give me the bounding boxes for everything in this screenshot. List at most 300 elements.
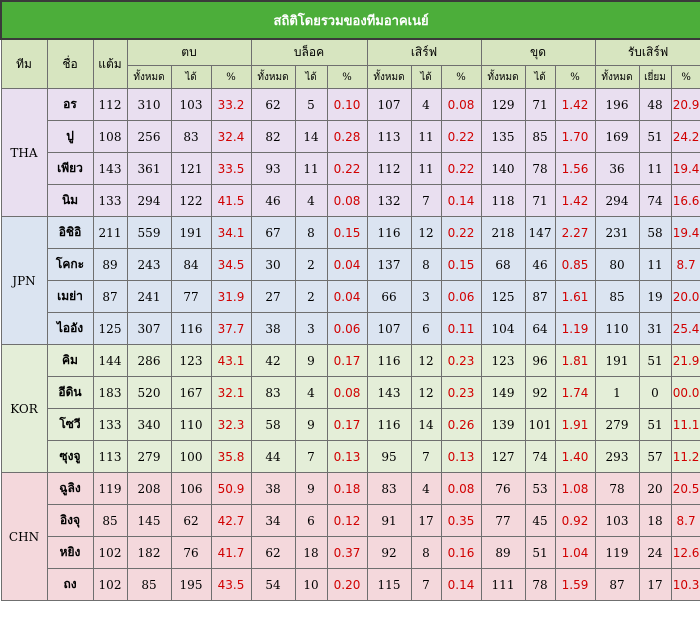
stat-cell: 78 <box>525 569 555 601</box>
stat-cell: 91 <box>367 505 411 537</box>
stat-cell: 113 <box>367 121 411 153</box>
stat-percent-cell: 0.20 <box>327 569 367 601</box>
stat-cell: 85 <box>595 281 639 313</box>
header-pct: % <box>555 66 595 89</box>
stat-cell: 12 <box>411 377 441 409</box>
stat-cell: 6 <box>411 313 441 345</box>
stat-percent-cell: 00.0 <box>671 377 700 409</box>
stat-cell: 76 <box>171 537 211 569</box>
stat-percent-cell: 1.61 <box>555 281 595 313</box>
stat-percent-cell: 41.5 <box>211 185 251 217</box>
player-points: 183 <box>93 377 127 409</box>
stat-cell: 27 <box>251 281 295 313</box>
stat-cell: 77 <box>171 281 211 313</box>
table-row <box>1 153 700 185</box>
stat-percent-cell: 0.18 <box>327 473 367 505</box>
stat-cell: 116 <box>367 217 411 249</box>
stat-cell: 11 <box>639 153 671 185</box>
player-name: โคกะ <box>47 249 93 281</box>
stat-percent-cell: 34.5 <box>211 249 251 281</box>
stat-cell: 116 <box>367 409 411 441</box>
stat-percent-cell: 8.7 <box>671 249 700 281</box>
player-points: 102 <box>93 569 127 601</box>
player-points: 102 <box>93 537 127 569</box>
stat-cell: 2 <box>295 249 327 281</box>
stat-cell: 93 <box>251 153 295 185</box>
stat-percent-cell: 0.22 <box>441 153 481 185</box>
stat-percent-cell: 0.26 <box>441 409 481 441</box>
stat-percent-cell: 0.37 <box>327 537 367 569</box>
stat-cell: 51 <box>639 345 671 377</box>
player-name: โซวี <box>47 409 93 441</box>
stat-cell: 68 <box>481 249 525 281</box>
stat-cell: 18 <box>639 505 671 537</box>
table-row <box>1 185 700 217</box>
stat-cell: 119 <box>595 537 639 569</box>
stat-percent-cell: 0.12 <box>327 505 367 537</box>
stat-percent-cell: 0.06 <box>327 313 367 345</box>
player-points: 113 <box>93 441 127 473</box>
stat-cell: 310 <box>127 89 171 121</box>
stat-cell: 20 <box>639 473 671 505</box>
stat-cell: 58 <box>639 217 671 249</box>
header-pct: % <box>327 66 367 89</box>
table-row <box>1 537 700 569</box>
stat-percent-cell: 0.08 <box>441 89 481 121</box>
stat-cell: 36 <box>595 153 639 185</box>
stat-cell: 110 <box>171 409 211 441</box>
stat-cell: 58 <box>251 409 295 441</box>
table-row <box>1 409 700 441</box>
stat-cell: 24 <box>639 537 671 569</box>
stat-cell: 4 <box>295 377 327 409</box>
player-name: ซุงจู <box>47 441 93 473</box>
stat-cell: 51 <box>639 409 671 441</box>
stat-cell: 31 <box>639 313 671 345</box>
player-name: เพียว <box>47 153 93 185</box>
stat-cell: 42 <box>251 345 295 377</box>
stat-percent-cell: 24.2 <box>671 121 700 153</box>
stat-cell: 196 <box>595 89 639 121</box>
stat-cell: 115 <box>367 569 411 601</box>
stat-cell: 294 <box>127 185 171 217</box>
stat-cell: 6 <box>295 505 327 537</box>
stat-cell: 8 <box>411 537 441 569</box>
stat-cell: 11 <box>411 153 441 185</box>
stat-cell: 14 <box>295 121 327 153</box>
player-points: 211 <box>93 217 127 249</box>
table-row <box>1 313 700 345</box>
table-row <box>1 505 700 537</box>
stat-cell: 123 <box>171 345 211 377</box>
stat-cell: 122 <box>171 185 211 217</box>
player-name: ถง <box>47 569 93 601</box>
stat-cell: 7 <box>411 569 441 601</box>
stat-percent-cell: 1.42 <box>555 185 595 217</box>
stat-cell: 3 <box>411 281 441 313</box>
stat-percent-cell: 0.85 <box>555 249 595 281</box>
stat-cell: 294 <box>595 185 639 217</box>
stat-cell: 48 <box>639 89 671 121</box>
stat-percent-cell: 0.22 <box>327 153 367 185</box>
stat-cell: 78 <box>595 473 639 505</box>
table-title: สถิติโดยรวมของทีมอาคเนย์ <box>1 1 700 39</box>
stat-cell: 4 <box>295 185 327 217</box>
player-name: อร <box>47 89 93 121</box>
header-total: ทั้งหมด <box>595 66 639 89</box>
header-total: ทั้งหมด <box>127 66 171 89</box>
stat-cell: 149 <box>481 377 525 409</box>
header-name: ชื่อ <box>47 39 93 89</box>
stat-cell: 106 <box>171 473 211 505</box>
stat-cell: 19 <box>639 281 671 313</box>
header-got: ได้ <box>525 66 555 89</box>
stat-cell: 191 <box>595 345 639 377</box>
stat-cell: 85 <box>525 121 555 153</box>
team-code: CHN <box>1 473 47 601</box>
stat-percent-cell: 32.1 <box>211 377 251 409</box>
stat-cell: 195 <box>171 569 211 601</box>
stat-cell: 127 <box>481 441 525 473</box>
stat-cell: 11 <box>639 249 671 281</box>
stat-cell: 520 <box>127 377 171 409</box>
stat-cell: 7 <box>295 441 327 473</box>
stat-cell: 83 <box>367 473 411 505</box>
stat-percent-cell: 1.59 <box>555 569 595 601</box>
stat-cell: 116 <box>367 345 411 377</box>
stat-cell: 129 <box>481 89 525 121</box>
stat-percent-cell: 25.4 <box>671 313 700 345</box>
stat-percent-cell: 21.9 <box>671 345 700 377</box>
header-got: ได้ <box>295 66 327 89</box>
stat-percent-cell: 50.9 <box>211 473 251 505</box>
stat-percent-cell: 1.42 <box>555 89 595 121</box>
stat-cell: 182 <box>127 537 171 569</box>
player-name: หยิง <box>47 537 93 569</box>
stat-cell: 121 <box>171 153 211 185</box>
stat-percent-cell: 0.04 <box>327 281 367 313</box>
stat-cell: 279 <box>127 441 171 473</box>
player-points: 119 <box>93 473 127 505</box>
header-group-spike: ตบ <box>127 39 251 66</box>
stat-cell: 147 <box>525 217 555 249</box>
stat-percent-cell: 1.91 <box>555 409 595 441</box>
stat-cell: 85 <box>127 569 171 601</box>
stat-cell: 62 <box>251 537 295 569</box>
stat-cell: 18 <box>295 537 327 569</box>
stat-cell: 89 <box>481 537 525 569</box>
stat-percent-cell: 8.7 <box>671 505 700 537</box>
stat-cell: 8 <box>411 249 441 281</box>
stat-cell: 2 <box>295 281 327 313</box>
stat-cell: 1 <box>595 377 639 409</box>
stat-percent-cell: 0.23 <box>441 345 481 377</box>
stat-cell: 559 <box>127 217 171 249</box>
table-row <box>1 249 700 281</box>
stat-cell: 116 <box>171 313 211 345</box>
stat-percent-cell: 0.04 <box>327 249 367 281</box>
table-row <box>1 345 700 377</box>
stat-cell: 12 <box>411 217 441 249</box>
stat-percent-cell: 1.56 <box>555 153 595 185</box>
stat-cell: 74 <box>525 441 555 473</box>
stat-cell: 118 <box>481 185 525 217</box>
stat-percent-cell: 41.7 <box>211 537 251 569</box>
header-group-block: บล็อค <box>251 39 367 66</box>
stat-cell: 8 <box>295 217 327 249</box>
stat-percent-cell: 0.17 <box>327 345 367 377</box>
stat-percent-cell: 0.06 <box>441 281 481 313</box>
stat-cell: 12 <box>411 345 441 377</box>
stat-percent-cell: 0.14 <box>441 569 481 601</box>
stat-cell: 293 <box>595 441 639 473</box>
stat-cell: 279 <box>595 409 639 441</box>
stat-cell: 38 <box>251 313 295 345</box>
stat-cell: 191 <box>171 217 211 249</box>
stat-cell: 145 <box>127 505 171 537</box>
stat-cell: 307 <box>127 313 171 345</box>
stat-percent-cell: 32.4 <box>211 121 251 153</box>
stat-cell: 92 <box>525 377 555 409</box>
player-points: 108 <box>93 121 127 153</box>
stat-cell: 169 <box>595 121 639 153</box>
team-code: KOR <box>1 345 47 473</box>
stat-percent-cell: 0.22 <box>441 121 481 153</box>
stat-percent-cell: 31.9 <box>211 281 251 313</box>
header-got: ได้ <box>411 66 441 89</box>
stat-percent-cell: 0.08 <box>441 473 481 505</box>
stat-percent-cell: 1.19 <box>555 313 595 345</box>
player-points: 85 <box>93 505 127 537</box>
stat-percent-cell: 0.15 <box>327 217 367 249</box>
stat-cell: 62 <box>251 89 295 121</box>
stat-cell: 67 <box>251 217 295 249</box>
header-got: ได้ <box>171 66 211 89</box>
stat-cell: 4 <box>411 473 441 505</box>
stat-cell: 286 <box>127 345 171 377</box>
stat-cell: 241 <box>127 281 171 313</box>
stat-cell: 9 <box>295 473 327 505</box>
stat-cell: 80 <box>595 249 639 281</box>
stat-cell: 62 <box>171 505 211 537</box>
stat-cell: 92 <box>367 537 411 569</box>
stat-cell: 7 <box>411 185 441 217</box>
stat-percent-cell: 43.5 <box>211 569 251 601</box>
player-points: 112 <box>93 89 127 121</box>
stat-cell: 64 <box>525 313 555 345</box>
stat-percent-cell: 1.40 <box>555 441 595 473</box>
stat-percent-cell: 43.1 <box>211 345 251 377</box>
stat-percent-cell: 0.08 <box>327 185 367 217</box>
stat-percent-cell: 37.7 <box>211 313 251 345</box>
stat-cell: 4 <box>411 89 441 121</box>
stat-percent-cell: 0.10 <box>327 89 367 121</box>
stat-cell: 231 <box>595 217 639 249</box>
stat-percent-cell: 0.28 <box>327 121 367 153</box>
stat-cell: 132 <box>367 185 411 217</box>
stat-percent-cell: 0.92 <box>555 505 595 537</box>
header-pct: % <box>211 66 251 89</box>
stat-cell: 5 <box>295 89 327 121</box>
header-pct: % <box>441 66 481 89</box>
table-row <box>1 121 700 153</box>
stat-cell: 71 <box>525 89 555 121</box>
table-row <box>1 281 700 313</box>
stat-percent-cell: 19.4 <box>671 153 700 185</box>
stat-percent-cell: 42.7 <box>211 505 251 537</box>
stat-percent-cell: 20.9 <box>671 89 700 121</box>
stat-cell: 57 <box>639 441 671 473</box>
player-points: 133 <box>93 185 127 217</box>
player-points: 87 <box>93 281 127 313</box>
player-points: 89 <box>93 249 127 281</box>
stat-percent-cell: 0.11 <box>441 313 481 345</box>
stat-percent-cell: 16.6 <box>671 185 700 217</box>
player-name: เมย่า <box>47 281 93 313</box>
stat-cell: 53 <box>525 473 555 505</box>
stat-cell: 84 <box>171 249 211 281</box>
stat-cell: 125 <box>481 281 525 313</box>
stat-cell: 167 <box>171 377 211 409</box>
team-code: JPN <box>1 217 47 345</box>
header-total: ทั้งหมด <box>481 66 525 89</box>
stat-cell: 9 <box>295 345 327 377</box>
header-pct: % <box>671 66 700 89</box>
stat-percent-cell: 0.13 <box>441 441 481 473</box>
stat-cell: 17 <box>411 505 441 537</box>
stat-percent-cell: 19.4 <box>671 217 700 249</box>
stat-cell: 218 <box>481 217 525 249</box>
stat-cell: 10 <box>295 569 327 601</box>
player-name: ฉูลิง <box>47 473 93 505</box>
stat-cell: 66 <box>367 281 411 313</box>
player-name: ไออัง <box>47 313 93 345</box>
stat-percent-cell: 1.04 <box>555 537 595 569</box>
stat-cell: 140 <box>481 153 525 185</box>
stat-cell: 107 <box>367 89 411 121</box>
stat-cell: 111 <box>481 569 525 601</box>
header-points: แต้ม <box>93 39 127 89</box>
player-name: ปู <box>47 121 93 153</box>
header-group-receive: รับเสิร์ฟ <box>595 39 700 66</box>
table-row <box>1 569 700 601</box>
stat-cell: 34 <box>251 505 295 537</box>
player-points: 143 <box>93 153 127 185</box>
stat-percent-cell: 20.5 <box>671 473 700 505</box>
stat-cell: 243 <box>127 249 171 281</box>
stat-cell: 54 <box>251 569 295 601</box>
stat-percent-cell: 33.2 <box>211 89 251 121</box>
stat-percent-cell: 0.14 <box>441 185 481 217</box>
stat-cell: 110 <box>595 313 639 345</box>
stat-cell: 9 <box>295 409 327 441</box>
stat-percent-cell: 34.1 <box>211 217 251 249</box>
stat-cell: 11 <box>295 153 327 185</box>
header-group-dig: ขุด <box>481 39 595 66</box>
header-excellent: เยี่ยม <box>639 66 671 89</box>
stat-cell: 71 <box>525 185 555 217</box>
player-points: 125 <box>93 313 127 345</box>
player-name: อีดิน <box>47 377 93 409</box>
team-code: THA <box>1 89 47 217</box>
stat-percent-cell: 0.13 <box>327 441 367 473</box>
stat-cell: 100 <box>171 441 211 473</box>
stat-cell: 46 <box>525 249 555 281</box>
stat-percent-cell: 35.8 <box>211 441 251 473</box>
table-row <box>1 89 700 121</box>
stat-cell: 83 <box>251 377 295 409</box>
stat-percent-cell: 1.74 <box>555 377 595 409</box>
stat-cell: 7 <box>411 441 441 473</box>
stat-cell: 103 <box>171 89 211 121</box>
stat-cell: 107 <box>367 313 411 345</box>
header-group-serve: เสิร์ฟ <box>367 39 481 66</box>
stat-cell: 78 <box>525 153 555 185</box>
stat-cell: 30 <box>251 249 295 281</box>
stat-cell: 135 <box>481 121 525 153</box>
stat-cell: 0 <box>639 377 671 409</box>
stat-cell: 51 <box>525 537 555 569</box>
player-name: อิงจุ <box>47 505 93 537</box>
stat-cell: 137 <box>367 249 411 281</box>
stat-percent-cell: 12.6 <box>671 537 700 569</box>
stat-percent-cell: 2.27 <box>555 217 595 249</box>
stat-percent-cell: 1.81 <box>555 345 595 377</box>
stat-cell: 17 <box>639 569 671 601</box>
stat-cell: 82 <box>251 121 295 153</box>
stat-percent-cell: 0.17 <box>327 409 367 441</box>
stat-cell: 44 <box>251 441 295 473</box>
table-row <box>1 441 700 473</box>
stat-cell: 46 <box>251 185 295 217</box>
stat-cell: 51 <box>639 121 671 153</box>
player-name: คิม <box>47 345 93 377</box>
stat-percent-cell: 10.3 <box>671 569 700 601</box>
table-row <box>1 473 700 505</box>
stat-cell: 83 <box>171 121 211 153</box>
stat-cell: 95 <box>367 441 411 473</box>
stat-cell: 143 <box>367 377 411 409</box>
stat-cell: 11 <box>411 121 441 153</box>
stat-cell: 103 <box>595 505 639 537</box>
stat-percent-cell: 0.15 <box>441 249 481 281</box>
stat-cell: 123 <box>481 345 525 377</box>
stat-cell: 340 <box>127 409 171 441</box>
stat-percent-cell: 1.70 <box>555 121 595 153</box>
stat-cell: 104 <box>481 313 525 345</box>
table-row <box>1 217 700 249</box>
stat-cell: 87 <box>595 569 639 601</box>
player-points: 144 <box>93 345 127 377</box>
stat-cell: 77 <box>481 505 525 537</box>
stat-cell: 112 <box>367 153 411 185</box>
stat-percent-cell: 0.16 <box>441 537 481 569</box>
header-team: ทีม <box>1 39 47 89</box>
stat-cell: 256 <box>127 121 171 153</box>
header-total: ทั้งหมด <box>367 66 411 89</box>
stat-percent-cell: 1.08 <box>555 473 595 505</box>
stat-cell: 101 <box>525 409 555 441</box>
stat-cell: 361 <box>127 153 171 185</box>
stat-cell: 208 <box>127 473 171 505</box>
stat-percent-cell: 33.5 <box>211 153 251 185</box>
stat-percent-cell: 0.23 <box>441 377 481 409</box>
stat-cell: 76 <box>481 473 525 505</box>
stat-percent-cell: 0.08 <box>327 377 367 409</box>
player-name: นิม <box>47 185 93 217</box>
stat-cell: 14 <box>411 409 441 441</box>
stat-cell: 38 <box>251 473 295 505</box>
